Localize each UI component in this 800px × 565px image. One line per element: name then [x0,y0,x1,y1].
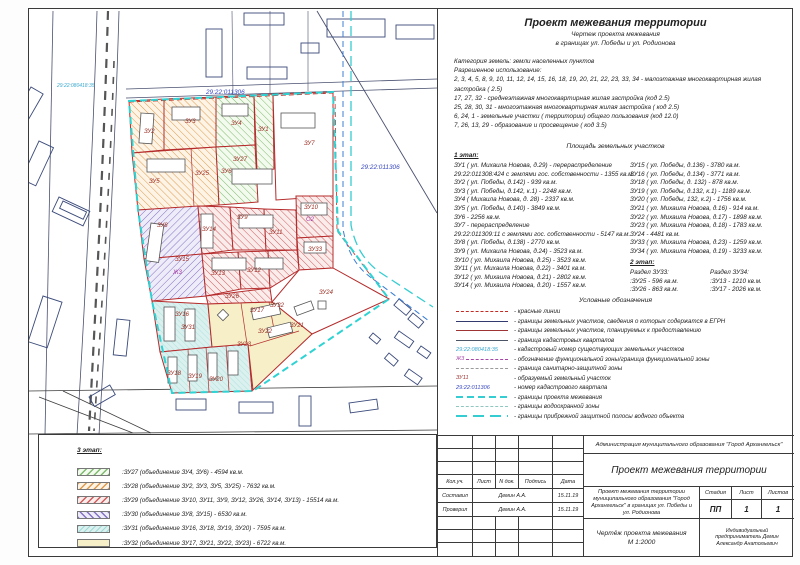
legend-row [456,374,791,384]
legend-label: - номер кадастрового квартала [514,384,608,392]
map-label: 29:22:080418:35 [57,83,95,89]
legend-sample-line [456,415,508,417]
sheet-subtitle-2: в границах ул. Победы и ул. Родионова [555,40,676,47]
text-line: ЗУ8 ( ул. Победы, д.138) - 2770 кв.м. [454,239,561,247]
col-header: Дата [553,475,584,489]
stage3-row [77,493,426,507]
text-line: ЗУ21 ( ул. Михаила Новова, д.16) - 914 кв.м. [630,204,760,212]
areas-title: Площадь земельных участков [566,143,665,150]
stage3-label: :ЗУ30 (объединение ЗУ8, ЗУ15) - 6530 кв.м. [122,511,248,519]
stage3-row [77,508,426,522]
legend-label: - границы земельных участков, сведения о которых содержатся в ЕГРН [514,317,726,325]
legend-row [456,412,791,422]
text-line: Категория земель: земли населенных пунктов [454,58,595,65]
map-label: ЗУ2 [144,129,155,135]
legend-sample-text: 29:22:011306 [456,384,490,391]
legend-row [456,402,791,412]
map-label: Ж3 [173,270,182,276]
stamp-name: Демин А.А. [473,489,553,503]
legend-row [456,336,791,346]
sheet-title: Проект межевания территории [524,17,707,29]
map-label: О2 [306,217,315,223]
stage1-title: 1 этап: [454,152,479,159]
stamp-signature-table [438,436,584,556]
stamp-date: 15.11.19 [553,503,584,517]
legend-row [456,364,791,374]
legend-sample-text: Ж3 [456,356,465,363]
stage3-row [77,479,426,493]
text-line: :ЗУ17 - 2026 кв.м. [710,286,762,294]
map-label: ЗУ33 [308,247,322,253]
stage1-col1 [454,162,634,291]
text-line: ЗУ18 ( ул. Победы, д. 132) - 878 кв.м. [630,179,739,187]
text-line: 17, 27, 32 - среднеэтажная многоквартирная жилая застройка (код 2.5) [454,94,670,102]
legend-label: - границы земельных участков, планируемых к предоставлению [514,327,701,335]
stage3-swatch [77,525,110,533]
stage3-row [77,536,426,550]
legend-row [456,326,791,336]
legend-sample [456,347,508,353]
text-line: ЗУ19 ( ул. Победы, д.132, к.1) - 1189 кв.м. [630,187,752,195]
text-line: :ЗУ13 - 1210 кв.м. [710,277,762,285]
map-label: ЗУ26 [225,294,239,300]
map-label: ЗУ23 [237,342,251,348]
legend-label: - граница санитарно-защитной зоны [514,365,623,373]
map-label: ЗУ8 [157,223,168,229]
map-label: ЗУ27 [233,157,247,163]
map-label: 29:22:011306 [361,164,400,171]
text-line: ЗУ15 ( ул. Победы, д.136) - 3780 кв.м. [630,162,741,169]
text-line: 29:22:011308:424 с землями гос. собственности - 1355 кв.м. [454,170,635,178]
text-line: ЗУ16 ( ул. Победы, д.134) - 3771 кв.м. [630,170,741,178]
text-line: ЗУ6 - 2256 кв.м. [454,213,501,221]
text-line: ЗУ12 ( ул. Михаила Новова, д.21) - 2802 кв.м. [454,273,587,281]
map-label: ЗУ5 [149,179,160,185]
legend-row [456,345,791,355]
text-line: застройка ( 2.5) [454,85,503,93]
stage3-row [77,465,426,479]
sheet-subtitle-1: Чертеж проекта межевания [571,31,660,38]
map-label: ЗУ32 [270,303,284,309]
parcels [129,92,389,393]
sheet-label: Лист [732,487,762,500]
stage3-label: :ЗУ28 (объединение ЗУ2, ЗУ3, ЗУ5, ЗУ25) - 7632 кв.м. [122,482,276,490]
legend-sample-line [456,321,508,322]
stamp-role: Составил [438,489,473,503]
organization-name: Администрация муниципального образования "Город Архангельск" [584,436,794,454]
stage3-label: :ЗУ27 (объединение ЗУ4, ЗУ6) - 4594 кв.м. [122,468,244,476]
legend-sample-line [456,368,508,369]
legend-sample [456,406,508,407]
map-label: 29:22:011306 [206,89,245,96]
sheet-value: 1 [732,500,762,519]
drawing-name: Чертёж проекта межевания [596,529,687,537]
shore-strip-line [351,11,433,307]
stage3-swatch [77,468,110,476]
text-line: ЗУ10 ( ул. Михаила Новова, д.25) - 3523 кв.м. [454,256,587,264]
stage3-label: :ЗУ32 (объединение ЗУ17, ЗУ21, ЗУ22, ЗУ23) - 6722 кв.м. [122,539,287,547]
legend-sample [456,396,508,398]
map-label: ЗУ18 [167,371,181,377]
legend-sample-line [456,340,508,341]
stage-sheet-grid [700,487,794,518]
stage3-rows [77,465,426,550]
map-label: ЗУ4 [231,121,242,127]
legend-sample [456,385,508,391]
legend-title: Условные обозначения [578,297,653,304]
legend-sample-line [456,406,508,407]
map-label: ЗУ11 [269,230,283,236]
stage2-col1 [630,269,678,295]
drawing-name-cell [584,519,700,556]
stage3-label: :ЗУ31 (объединение ЗУ16, ЗУ18, ЗУ19, ЗУ20) - 7595 кв.м. [122,525,287,533]
stage3-swatch [77,482,110,490]
legend-row [456,317,791,327]
text-line: ЗУ3 ( ул. Победы, д.142, к.1) - 2248 кв.м. [454,187,573,195]
text-line: ЗУ11 ( ул. Михаила Новова, д.22) - 3401 кв.м. [454,265,587,273]
map-label: ЗУ12 [247,268,261,274]
text-line: ЗУ34 ( ул. Михаила Новова, д.19) - 3233 кв.м. [630,247,763,255]
legend-label: - образуемый земельный участок [514,374,611,382]
document-title: Проект межевания территории [584,454,794,487]
map-label: ЗУ25 [195,171,209,177]
text-line: Разрешенное использование: [454,67,542,75]
map-label: ЗУ1 [258,127,269,133]
stage2-col2 [710,269,762,295]
map-label: ЗУ16 [175,312,189,318]
text-line: :ЗУ26 - 863 кв.м. [630,286,679,294]
map-label: ЗУ14 [202,227,216,233]
legend-label: - кадастровый номер существующих земельных участков [514,346,685,354]
map-label: ЗУ15 [175,257,189,263]
stage-value: ПП [700,500,732,519]
legend-row [456,355,791,365]
legend-sample-line [466,359,508,360]
stage3-swatch [77,496,110,504]
text-line: ЗУ7 - перераспределение [454,222,530,230]
col-header: Лист [473,475,496,489]
text-line: 6, 24, 1 - земельные участки ( территории) общего пользования (код 12.0) [454,113,679,121]
text-line: 29:22:011309:11 с землями гос. собственности - 5147 кв.м. [454,230,631,238]
drawing-scale: М 1:2000 [627,538,656,546]
text-line: 2, 3, 4, 5, 8, 9, 10, 11, 12, 14, 15, 16, 18, 19, 20, 21, 22, 23, 33, 34 - малоэтажная многоквартирная жилая [454,76,762,84]
legend-sample-line [456,330,508,331]
contractor: Индивидуальный предприниматель Демин Александр Анатольевич [715,527,779,547]
text-line: 25, 28, 30, 31 - многоэтажная многоквартирная жилая застройка ( код 2.5) [454,104,680,112]
text-line: ЗУ1 ( ул. Михаила Новова, д.29) - перераспределение [454,162,613,169]
legend-label: - красные линии [514,308,561,316]
stamp-date: 15.11.19 [553,489,584,503]
stage3-legend-box [38,434,437,548]
land-category-block [454,57,789,131]
text-line: ЗУ2 ( ул. Победы, д.142) - 939 кв.м. [454,179,558,187]
legend-sample-line [456,311,508,312]
text-line: :ЗУ25 - 596 кв.м. [630,277,679,285]
stage-label: Стадия [700,487,732,500]
stage3-title: 3 этап: [77,447,102,454]
sheets-label: Листов [762,487,794,500]
text-line: Раздел ЗУ33: [630,269,669,276]
sheets-value: 1 [762,500,794,519]
map-label: ЗУ22 [258,329,272,335]
project-description: Проект межевания территории муниципального образования "Город Архангельск" в границах ул. Победы и ул. Родионова [584,487,700,518]
legend-label: - границы прибрежной защитной полосы водного объекта [514,412,685,420]
stamp-role: Проверил [438,503,473,517]
map-label: ЗУ19 [188,374,202,380]
text-line: ЗУ9 ( ул. Михаила Новова, д.24) - 3523 кв.м. [454,247,584,255]
map-label: ЗУ20 [209,377,223,383]
map-label: ЗУ31 [181,325,195,331]
legend-label: - границы водоохранной зоны [514,403,600,411]
text-line: ЗУ24 - 4481 кв.м. [630,230,681,238]
col-header: N док. [496,475,519,489]
legend-row [456,393,791,403]
legend-sample-text: 29:22:080418:35 [456,346,498,353]
text-line: ЗУ23 ( ул. Михаила Новова, д.18) - 1783 кв.м. [630,222,763,230]
legend-label: - граница кадастровых кварталов [514,336,615,344]
map-label: ЗУ21 [290,323,304,329]
stage3-label: :ЗУ29 (объединение ЗУ10, ЗУ11, ЗУ9, ЗУ12, ЗУ26, ЗУ14, ЗУ13) - 15514 кв.м. [122,496,340,504]
map-label: ЗУ7 [304,141,315,147]
legend-label: - границы проекта межевания [514,393,602,401]
map-label: ЗУ6 [221,169,232,175]
railway-dashes [89,11,114,431]
text-line: Раздел ЗУ34: [710,269,749,276]
text-line: ЗУ33 ( ул. Михаила Новова, д.23) - 1259 кв.м. [630,239,763,247]
map-label: ЗУ17 [250,308,264,314]
col-header: Кол.уч. [438,475,473,489]
map-label: ЗУ13 [211,271,225,277]
info-panel [437,9,793,556]
stage3-swatch [77,511,110,519]
text-line: ЗУ4 ( Михаила Новова, д. 28) - 2337 кв.м. [454,196,575,204]
stamp-right [584,436,794,556]
text-line: ЗУ14 ( ул. Михаила Новова, д.20) - 1557 кв.м. [454,282,587,290]
legend-sample [456,321,508,322]
map-label: ЗУ9 [237,215,248,221]
legend-sample [456,311,508,312]
legend-row [456,383,791,393]
map-label: ЗУ10 [304,205,318,211]
text-line: 7, 26, 13, 29 - образование и просвещение ( код 3.5) [454,122,607,130]
text-line: ЗУ22 ( ул. Михаила Новова, д.17) - 1898 кв.м. [630,213,763,221]
col-header: Подпись [519,475,553,489]
text-line: ЗУ20 ( ул. Победы, 132, к.2) - 1756 кв.м. [630,196,747,204]
text-line: ЗУ5 ( ул. Победы, д.140) - 3849 кв.м. [454,204,561,212]
stage3-row [77,522,426,536]
legend-sample-text: ЗУ11 [456,375,469,382]
legend-sample [456,415,508,417]
legend-rows [456,307,791,421]
title-block [438,435,794,556]
map-label: ЗУ24 [319,290,333,296]
stage1-col2 [630,162,763,257]
stage3-swatch [77,539,110,547]
map-label: ЗУ3 [185,119,196,125]
legend-label: - обозначение функциональной зоны/граница функциональной зоны [514,355,710,363]
legend-sample [456,330,508,331]
legend-sample-line [456,396,508,398]
legend-sample [456,356,508,362]
stage2-title: 2 этап: [630,259,655,266]
legend-sample [456,340,508,341]
legend-sample [456,368,508,369]
stamp-name: Демин А.А. [473,503,553,517]
legend-sample [456,375,508,381]
legend-row [456,307,791,317]
